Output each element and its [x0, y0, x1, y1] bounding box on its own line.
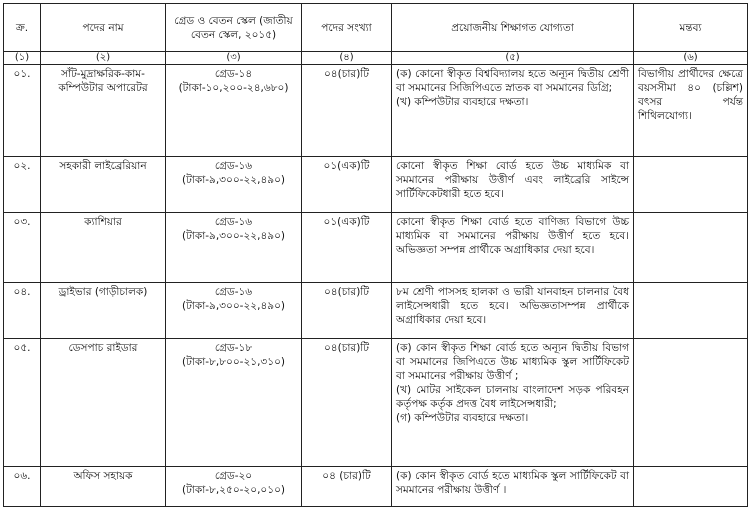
column-number: (৩): [166, 52, 302, 65]
column-number: (৫): [392, 52, 634, 65]
row-serial: ০৬.: [4, 467, 41, 507]
row-post-name: সহকারী লাইব্রেরিয়ান: [41, 157, 166, 213]
row-remarks: [634, 283, 748, 339]
column-number: (২): [41, 52, 166, 65]
row-scale: (টাকা-৮,২৫০-২০,০১০): [181, 484, 285, 496]
row-scale: (টাকা-৯,৩০০-২২,৪৯০): [181, 174, 285, 186]
row-grade: গ্রেড-২০: [214, 470, 253, 482]
column-number: (৪): [302, 52, 392, 65]
qualification-line: (ক) কোন স্বীকৃত বোর্ড হতে মাধ্যমিক স্কুল সার্টিফিকেট বা সমমানের পরীক্ষায় উত্তীর্ণ ।: [396, 470, 629, 496]
row-scale: (টাকা-৮,৮০০-২১,৩১০): [182, 356, 285, 368]
column-number-row: [4, 52, 748, 65]
row-grade: গ্রেড-১৬: [214, 286, 253, 298]
row-qualification: [392, 157, 634, 213]
row-scale: (টাকা-৯,৩০০-২২,৪৯০): [181, 300, 285, 312]
table-row: [4, 283, 748, 339]
qualification-line: (গ) কম্পিউটার ব্যবহারে দক্ষতা।: [396, 412, 529, 424]
header-grade-scale: গ্রেড ও বেতন স্কেল (জাতীয় বেতন স্কেল, ২০১৫): [166, 4, 302, 52]
row-post-count: ০১(এক)টি: [302, 213, 392, 283]
row-post-count: ০৪(চার)টি: [302, 283, 392, 339]
row-grade: গ্রেড-১৪: [214, 68, 253, 80]
row-grade-scale: [166, 467, 302, 507]
qualification-line: কোনো স্বীকৃত শিক্ষা বোর্ড হতে উচ্চ মাধ্যমিক বা সমমানের পরীক্ষায় উত্তীর্ণ এবং লাইব্রেরি সাইন্সে সার্টিফিকেটধারী হতে হবে।: [396, 160, 629, 200]
row-qualification: [392, 467, 634, 507]
row-grade-scale: [166, 213, 302, 283]
row-post-name: ডেসপাচ রাইডার: [41, 339, 166, 467]
row-remarks: [634, 339, 748, 467]
row-post-name: সাঁট-মুদ্রাক্ষরিক-কাম-কম্পিউটার অপারেটর: [41, 65, 166, 157]
row-grade-scale: [166, 65, 302, 157]
table-row: [4, 213, 748, 283]
qualification-line: কোনো স্বীকৃত শিক্ষা বোর্ড হতে বাণিজ্য বিভাগে উচ্চ মাধ্যমিক বা সমমানের পরীক্ষায় উত্তীর্ণ হতে হবে। অভিজ্ঞতা সম্পন্ন প্রার্থীকে অগ্রাধিকার দেয়া হবে।: [396, 216, 629, 256]
row-grade-scale: [166, 157, 302, 213]
row-grade: গ্রেড-১৬: [214, 216, 253, 228]
qualification-line: (ক) কোন স্বীকৃত শিক্ষা বোর্ড হতে অন্যূন দ্বিতীয় বিভাগ বা সমমানের জিপিএতে উচ্চ মাধ্যমিক স্কুল সার্টিফিকেট বা সমমানের পরীক্ষায় উত্তীর্ণ ;: [396, 342, 629, 382]
row-scale: (টাকা-১০,২০০-২৪,৬৮০): [178, 82, 289, 94]
row-post-count: ০১(এক)টি: [302, 157, 392, 213]
row-qualification: [392, 283, 634, 339]
header-post-count: পদের সংখ্যা: [302, 4, 392, 52]
row-grade: গ্রেড-১৬: [214, 160, 253, 172]
row-grade-scale: [166, 283, 302, 339]
qualification-line: ৮ম শ্রেণী পাসসহ হালকা ও ভারী যানবাহন চালনার বৈধ লাইসেন্সধারী হতে হবে। অভিজ্ঞতাসম্পন্ন প্রার্থীকে অগ্রাধিকার দেয়া হবে।: [396, 286, 629, 326]
header-qualification: প্রয়োজনীয় শিক্ষাগত যোগ্যতা: [392, 4, 634, 52]
row-qualification: [392, 65, 634, 157]
qualification-line: (ক) কোনো স্বীকৃত বিশ্ববিদ্যালয় হতে অন্যূন দ্বিতীয় শ্রেণী বা সমমানের সিজিপিএতে স্নাতক বা সমমানের ডিগ্রি;: [396, 68, 629, 94]
table-row: [4, 65, 748, 157]
row-qualification: [392, 339, 634, 467]
header-serial: ক্র.: [4, 4, 41, 52]
row-serial: ০৪.: [4, 283, 41, 339]
table-row: [4, 157, 748, 213]
row-post-count: ০৪(চার)টি: [302, 339, 392, 467]
row-serial: ০১.: [4, 65, 41, 157]
recruitment-table: [3, 3, 748, 507]
qualification-line: (খ) কম্পিউটার ব্যবহারে দক্ষতা।: [396, 96, 529, 108]
row-serial: ০৩.: [4, 213, 41, 283]
row-serial: ০৫.: [4, 339, 41, 467]
row-remarks: বিভাগীয় প্রার্থীদের ক্ষেত্রে বয়সসীমা ৪০ (চল্লিশ) বৎসর পর্যন্ত শিথিলযোগ্য।: [634, 65, 748, 157]
header-post-name: পদের নাম: [41, 4, 166, 52]
row-scale: (টাকা-৯,৩০০-২২,৪৯০): [181, 230, 285, 242]
row-post-name: ড্রাইভার (গাড়ীচালক): [41, 283, 166, 339]
row-serial: ০২.: [4, 157, 41, 213]
header-remarks: মন্তব্য: [634, 4, 748, 52]
row-qualification: [392, 213, 634, 283]
header-row: [4, 4, 748, 52]
column-number: (১): [4, 52, 41, 65]
row-post-count: ০৪(চার)টি: [302, 65, 392, 157]
row-remarks: [634, 157, 748, 213]
row-post-name: অফিস সহায়ক: [41, 467, 166, 507]
row-post-count: ০৪ (চার)টি: [302, 467, 392, 507]
row-grade-scale: [166, 339, 302, 467]
row-post-name: ক্যাশিয়ার: [41, 213, 166, 283]
table-row: [4, 467, 748, 507]
column-number: (৬): [634, 52, 748, 65]
row-grade: গ্রেড-১৮: [214, 342, 253, 354]
row-remarks: [634, 467, 748, 507]
table-row: [4, 339, 748, 467]
qualification-line: (খ) মোটর সাইকেল চালনায় বাংলাদেশ সড়ক পরিবহন কর্তৃপক্ষ কর্তৃক প্রদত্ত বৈধ লাইসেন্সধারী;: [396, 384, 629, 410]
row-remarks: [634, 213, 748, 283]
